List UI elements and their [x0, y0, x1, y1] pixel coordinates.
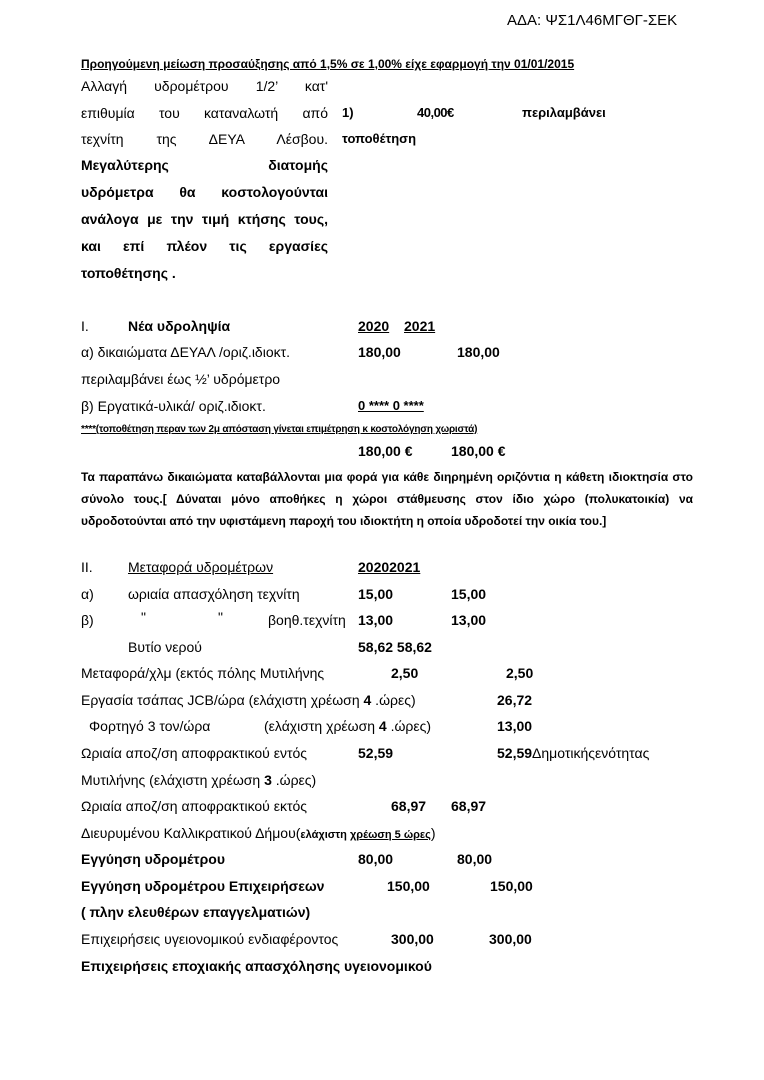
- section1-roman: Ι.: [81, 318, 89, 334]
- section1-total-2020: 180,00 €: [358, 443, 413, 459]
- ada-code: ΑΔΑ: ΨΣ1Λ46ΜΓΘΓ-ΣΕΚ: [507, 12, 678, 29]
- previous-reduction-note: Προηγούμενη μείωση προσαύξησης από 1,5% σε 1,00% είχε εφαρμογή την 01/01/2015: [81, 57, 575, 71]
- meter-change-line-2: επιθυμία του καταναλωτή από: [81, 105, 328, 121]
- jcb-value: 26,72: [497, 692, 533, 708]
- extended-municipality-label: [81, 824, 436, 844]
- truck-label-post: .ώρες): [386, 718, 432, 734]
- business-guarantee-label: Εγγύηση υδρομέτρου Επιχειρήσεων: [81, 878, 325, 894]
- section1-row-a-value-2021: 180,00: [457, 344, 500, 360]
- health-business-value-2020: 300,00: [391, 931, 434, 947]
- business-guarantee-value-2021: 150,00: [490, 878, 533, 894]
- sewer-outside-value-2020: 68,97: [391, 798, 427, 814]
- sewer-inside-value-2020: 52,59: [358, 745, 394, 761]
- section1-footnote: ****(τοποθέτηση περαν των 2μ απόσταση γίνεται επιμέτρηση κ κοστολόγηση χωριστά): [81, 424, 478, 435]
- meter-bold-line-2: υδρόμετρα θα κοστολογούνται: [81, 184, 328, 200]
- section2-row-b-quote-2: ": [218, 609, 223, 625]
- section2-row-a-prefix: α): [81, 586, 94, 602]
- business-guarantee-value-2020: 150,00: [387, 878, 430, 894]
- meter-bold-line-4: και επί πλέον τις εργασίες: [81, 238, 328, 254]
- meter-item-number: 1): [342, 105, 354, 120]
- transport-km-value-2020: 2,50: [391, 665, 419, 681]
- mytilene-min-post: .ώρες): [271, 772, 317, 788]
- section2-row-b-value-2020: 13,00: [358, 612, 394, 628]
- meter-change-line-1: Αλλαγή υδρομέτρου 1/2’ κατ': [81, 78, 328, 94]
- jcb-label-hours: 4: [363, 692, 372, 708]
- truck-label-left: Φορτηγό 3 τον/ώρα: [89, 718, 211, 734]
- section2-row-c-label: Βυτίο νερού: [128, 639, 202, 655]
- truck-label-pre: [89, 717, 210, 735]
- freelancers-exception: ( πλην ελευθέρων επαγγελματιών): [81, 904, 311, 920]
- sewer-outside-label: Ωριαία αποζ/ση αποφρακτικού εκτός: [81, 798, 308, 814]
- meter-price: 40,00€: [417, 105, 454, 120]
- meter-bold-line-3: ανάλογα με την τιμή κτήσης τους,: [81, 211, 328, 227]
- meter-guarantee-value-2021: 80,00: [457, 851, 493, 867]
- jcb-label: [81, 691, 416, 709]
- meter-change-line-3: τεχνίτη της ΔΕΥΑ Λέσβου.: [81, 131, 328, 147]
- meter-includes: περιλαμβάνει: [522, 105, 606, 120]
- section2-row-b-prefix: β): [81, 612, 94, 628]
- section1-total-2021: 180,00 €: [451, 443, 506, 459]
- meter-installation: τοποθέτηση: [342, 131, 417, 146]
- mytilene-min-pre: Μυτιλήνης (ελάχιστη χρέωση: [81, 772, 265, 788]
- section2-row-c-values: 58,62 58,62: [358, 639, 432, 655]
- extended-municipality-close: ): [430, 825, 436, 841]
- transport-km-value-2021: 2,50: [506, 665, 534, 681]
- section2-row-b-label: βοηθ.τεχνίτη: [268, 612, 346, 628]
- section2-roman: ΙΙ.: [81, 559, 93, 575]
- section2-row-a-label: ωριαία απασχόληση τεχνίτη: [128, 586, 300, 602]
- jcb-label-post: .ώρες): [371, 692, 416, 708]
- truck-label: [264, 717, 431, 735]
- extended-municipality-min: ελάχιστη: [300, 829, 350, 841]
- extended-municipality-hours: χρέωση 5 ώρες: [349, 829, 431, 841]
- section2-row-a-value-2020: 15,00: [358, 586, 394, 602]
- section1-paragraph: Τα παραπάνω δικαιώματα καταβάλλονται μια φορά για κάθε διηρημένη οριζόντια η κάθετη ιδιοκτησία στο σύνολο τους.[ Δύναται μόνο αποθήκες η χώροι στάθμευσης στον ίδιο χώρο (πολυκατοικία) να υδροδοτούνται από την υφιστάμενη παροχή του ιδιοκτήτη η οποία υδροδοτεί την οικία του.]: [81, 470, 693, 528]
- truck-value: 13,00: [497, 718, 533, 734]
- section1-row-a-value-2020: 180,00: [358, 344, 401, 360]
- section1-year-2021: 2021: [404, 318, 436, 334]
- section2-row-b-quote-1: ": [141, 609, 146, 625]
- health-business-value-2021: 300,00: [489, 931, 532, 947]
- section1-row-a-label: α) δικαιώματα ΔΕΥΑΛ /οριζ.ιδιοκτ.: [81, 344, 291, 360]
- section1-row-a-note: περιλαμβάνει έως ½’ υδρόμετρο: [81, 371, 281, 387]
- truck-label-min: (ελάχιστη χρέωση: [264, 718, 379, 734]
- sewer-outside-value-2021: 68,97: [451, 798, 487, 814]
- truck-label-hours: 4: [378, 718, 387, 734]
- sewer-inside-label: Ωριαία αποζ/ση αποφρακτικού εντός: [81, 745, 308, 761]
- seasonal-business-label: Επιχειρήσεις εποχιακής απασχόλησης υγειονομικού: [81, 958, 432, 974]
- jcb-label-pre: Εργασία τσάπας JCB/ώρα (ελάχιστη χρέωση: [81, 692, 364, 708]
- sewer-inside-v2: 52,59: [497, 745, 533, 761]
- section2-row-b-value-2021: 13,00: [451, 612, 487, 628]
- transport-km-label: Μεταφορά/χλμ (εκτός πόλης Μυτιλήνης: [81, 665, 325, 681]
- section1-row-b-label: β) Εργατικά-υλικά/ οριζ.ιδιοκτ.: [81, 398, 266, 414]
- sewer-inside-value-2021: [497, 744, 649, 762]
- section1-title: Νέα υδροληψία: [128, 318, 231, 334]
- extended-municipality-text: Διευρυμένου Καλλικρατικού Δήμου(: [81, 825, 301, 841]
- meter-bold-line-5: τοποθέτησης .: [81, 265, 176, 281]
- meter-guarantee-value-2020: 80,00: [358, 851, 394, 867]
- section1-row-b-values: 0 **** 0 ****: [358, 398, 424, 413]
- mytilene-min-hours: 3: [264, 772, 272, 788]
- health-business-label: Επιχειρήσεις υγειονομικού ενδιαφέροντος: [81, 931, 339, 947]
- section1-year-2020: 2020: [358, 318, 390, 334]
- mytilene-min-label: [81, 771, 316, 789]
- section2-title: Μεταφορά υδρομέτρων: [128, 559, 274, 575]
- section2-years: 20202021: [358, 559, 421, 575]
- meter-bold-line-1: Μεγαλύτερης διατομής: [81, 157, 328, 173]
- meter-guarantee-label: Εγγύηση υδρομέτρου: [81, 851, 225, 867]
- section2-row-a-value-2021: 15,00: [451, 586, 487, 602]
- sewer-inside-tail: Δημοτικήςενότητας: [532, 745, 650, 761]
